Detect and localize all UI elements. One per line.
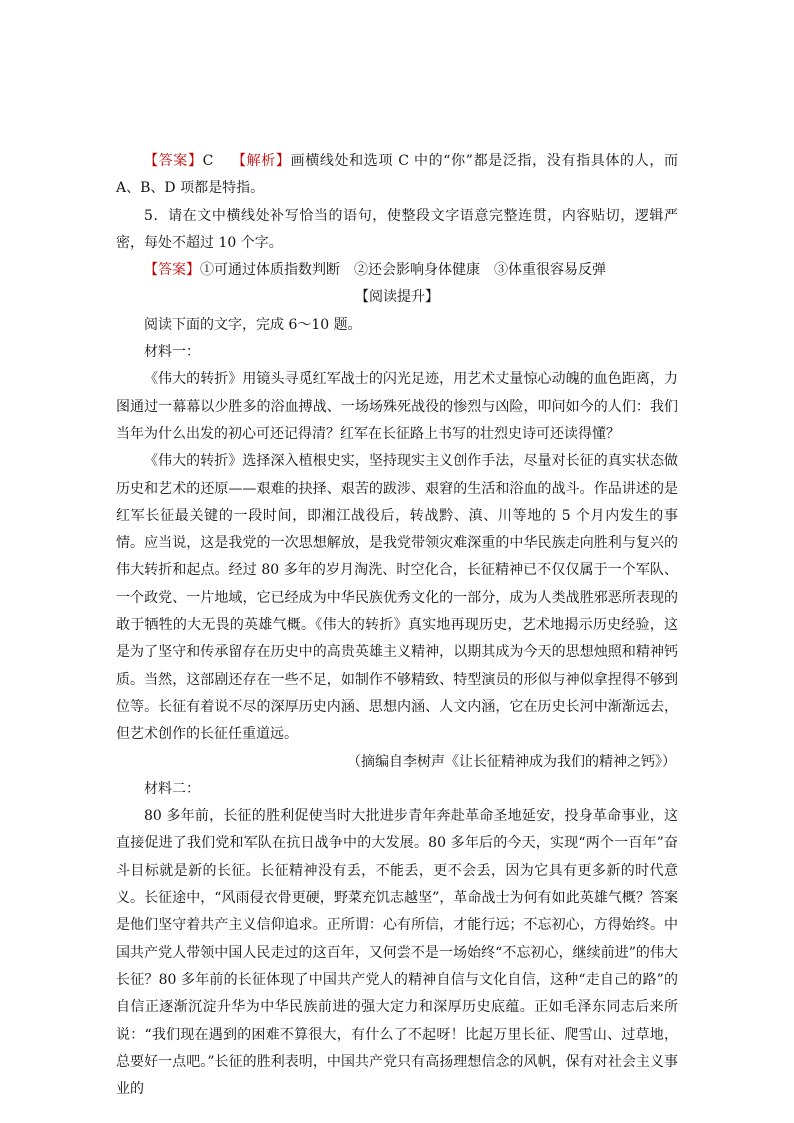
q5-answer-1: ①可通过体质指数判断 [200, 262, 340, 279]
answer-tag: 【答案】 [144, 153, 203, 169]
page-content [116, 148, 678, 1103]
material1-paragraph: 《伟大的转折》选择深入植根史实，坚持现实主义创作手法，尽量对长征的真实状态做历史和艺术的还原——艰难的抉择、艰苦的跋涉、艰窘的生活和浴血的战斗。作品讲述的是红军长征最关键的一段时间，即湘江战役后，转战黔、滇、川等地的 5 个月内发生的事情。应当说，这是我党的一次思想解放，是我党带领灾难深重的中华民族走向胜利与复兴的伟大转折和起点。经过 80 多年的岁月淘洗、时空化合，长征精神已不仅仅属于一个军队、一个政党、一片地域，它已经成为中华民族优秀文化的一部分，成为人类战胜邪恶所表现的敢于牺牲的大无畏的英雄气概。《伟大的转折》真实地再现历史，艺术地揭示历史经验，这是为了坚守和传承留存在历史中的高贵英雄主义精神，以期其成为今天的思想烛照和精神钙质。当然，这部剧还存在一些不足，如制作不够精致、特型演员的形似与神似拿捏得不够到位等。长征有着说不尽的深厚历史内涵、思想内涵、人文内涵，它在历史长河中渐渐远去，但艺术创作的长征任重道远。 [116, 453, 678, 743]
reading-instruction: 阅读下面的文字，完成 6～10 题。 [144, 316, 362, 333]
q4-analysis: 画横线处和选项 C 中的“你”都是泛指，没有指具体的人，而 A、B、D 项都是特指。 [116, 153, 678, 197]
q5-question: 5．请在文中横线处补写恰当的语句，使整段文字语意完整连贯，内容贴切，逻辑严密，每处不超过 10 个字。 [116, 207, 678, 251]
q4-answer: C [202, 153, 214, 169]
q5-answer-2: ②还会影响身体健康 [354, 262, 480, 279]
material2-paragraph: 80 多年前，长征的胜利促使当时大批进步青年奔赴革命圣地延安，投身革命事业，这直接促进了我们党和军队在抗日战争中的大发展。80 多年后的今天，实现“两个一百年”奋斗目标就是新的长征。长征精神没有丢，不能丢，更不会丢，因为它具有更多新的时代意义。长征途中，“风雨侵衣骨更硬，野菜充饥志越坚”，革命战士为何有如此英雄气概？答案是他们坚守着共产主义信仰追求。正所谓：心有所信，才能行远；不忘初心，方得始终。中国共产党人带领中国人民走过的这百年，又何尝不是一场始终“不忘初心，继续前进”的伟大长征？80 多年前的长征体现了中国共产党人的精神自信与文化自信，这种“走自己的路”的自信正逐渐沉淀升华为中华民族前进的强大定力和深厚历史底蕴。正如毛泽东同志后来所说：“我们现在遇到的困难不算很大，有什么了不起呀！比起万里长征、爬雪山、过草地，总要好一点吧。”长征的胜利表明，中国共产党只有高扬理想信念的风帆，保有对社会主义事业的 [116, 808, 678, 1098]
material1-source: （摘编自李树声《让长征精神成为我们的精神之钙》） [347, 753, 676, 770]
material2-label: 材料二： [144, 780, 200, 797]
material1-label: 材料一： [144, 344, 200, 361]
answer-tag: 【答案】 [144, 262, 200, 279]
q5-answer-3: ③体重很容易反弹 [494, 262, 606, 279]
q5-answer-line [116, 257, 678, 284]
q4-answer-line [116, 148, 678, 203]
section-title: 【阅读提升】 [355, 289, 439, 306]
material1-paragraph: 《伟大的转折》用镜头寻觅红军战士的闪光足迹，用艺术丈量惊心动魄的血色距离，力图通过一幕幕以少胜多的浴血搏战、一场场殊死战役的惨烈与凶险，叩问如今的人们：我们当年为什么出发的初心可还记得清？红军在长征路上书写的壮烈史诗可还读得懂？ [116, 371, 678, 442]
analysis-tag: 【解析】 [231, 153, 291, 169]
